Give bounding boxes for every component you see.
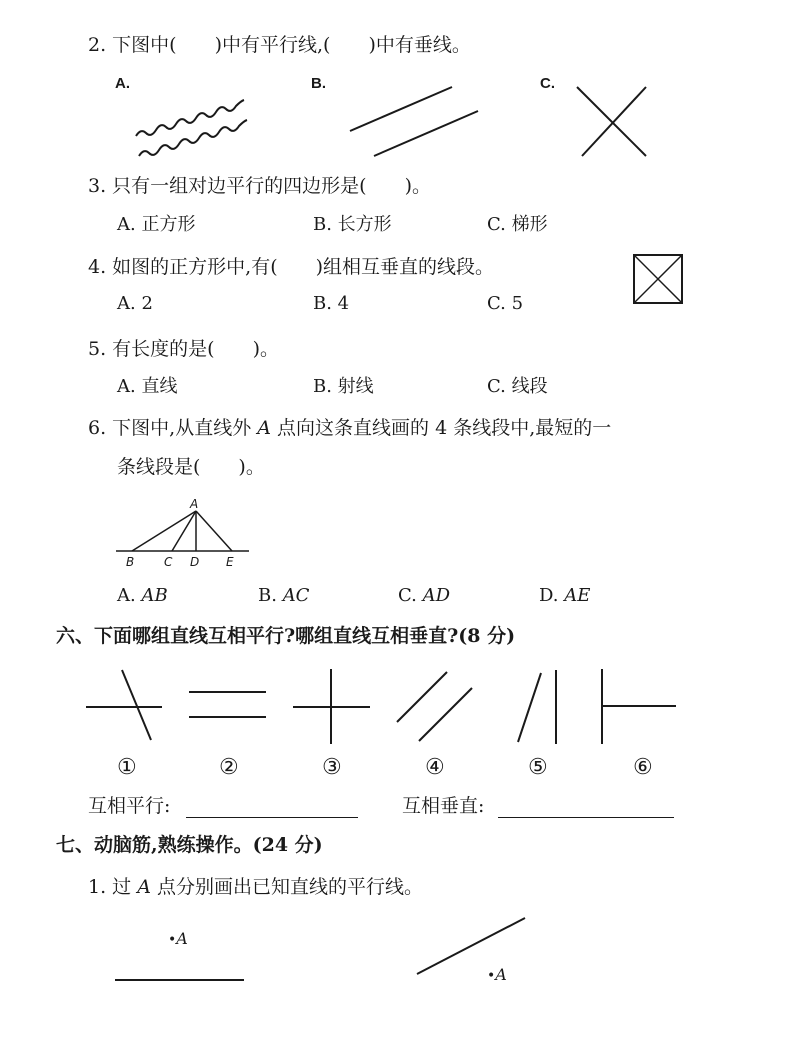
- q3-text: 3. 只有一组对边平行的四边形是( )。: [88, 175, 431, 197]
- q3-option-a: A. 正方形: [117, 214, 196, 235]
- q4-text: 4. 如图的正方形中,有( )组相互垂直的线段。: [88, 256, 495, 278]
- fig-number-1: ①: [117, 755, 137, 780]
- q3-option-b: B. 长方形: [313, 214, 392, 235]
- q6-figure-label-e: E: [226, 555, 234, 569]
- q6-line-2: 条线段是( )。: [117, 456, 265, 478]
- fig-number-5: ⑤: [528, 755, 548, 780]
- perpendicular-label: 互相垂直:: [402, 795, 485, 817]
- parallel-label: 互相平行:: [88, 795, 171, 817]
- q6-option-c: C. AD: [398, 585, 451, 606]
- fig-number-2: ②: [219, 755, 239, 780]
- q6-figure-label-d: D: [190, 555, 200, 569]
- point-a-1: •A: [168, 929, 188, 948]
- q4-option-c: C. 5: [487, 293, 524, 314]
- q6-figure-label-a: A: [190, 497, 199, 511]
- q6-point-a: A: [257, 417, 271, 439]
- q6-option-b: B. AC: [258, 585, 310, 606]
- fig-number-6: ⑥: [633, 755, 653, 780]
- q4-option-a: A. 2: [117, 293, 153, 314]
- given-slanted-line: [417, 918, 525, 974]
- q5-option-c: C. 线段: [487, 376, 548, 397]
- point-a-2: •A: [487, 965, 507, 984]
- q5-option-b: B. 射线: [313, 376, 374, 397]
- q2-text: 2. 下图中( )中有平行线,( )中有垂线。: [88, 34, 471, 56]
- section-7-title: 七、动脑筋,熟练操作。(24 分): [56, 834, 323, 856]
- q6-line1-prefix: 6. 下图中,从直线外: [88, 417, 258, 439]
- s7-q1-prefix: 1. 过: [88, 876, 138, 898]
- q5-option-a: A. 直线: [117, 376, 178, 397]
- q3-option-c: C. 梯形: [487, 214, 548, 235]
- q6-option-d: D. AE: [539, 585, 591, 606]
- s7-q1-suffix: 点分别画出已知直线的平行线。: [150, 876, 423, 898]
- q5-text: 5. 有长度的是( )。: [88, 338, 279, 360]
- s7-q1-point: A: [137, 876, 151, 898]
- section-6-title: 六、下面哪组直线互相平行?哪组直线互相垂直?(8 分): [56, 625, 516, 647]
- q6-line1-suffix: 点向这条直线画的 4 条线段中,最短的一: [270, 417, 612, 439]
- q2-label-c: C.: [540, 75, 555, 92]
- q6-figure-label-c: C: [164, 555, 173, 569]
- q2-label-b: B.: [311, 75, 326, 92]
- q6-option-a: A. AB: [117, 585, 168, 606]
- q2-label-a: A.: [115, 75, 130, 92]
- q4-option-b: B. 4: [313, 293, 350, 314]
- fig-number-3: ③: [322, 755, 342, 780]
- fig-number-4: ④: [425, 755, 445, 780]
- q6-figure-label-b: B: [126, 555, 135, 569]
